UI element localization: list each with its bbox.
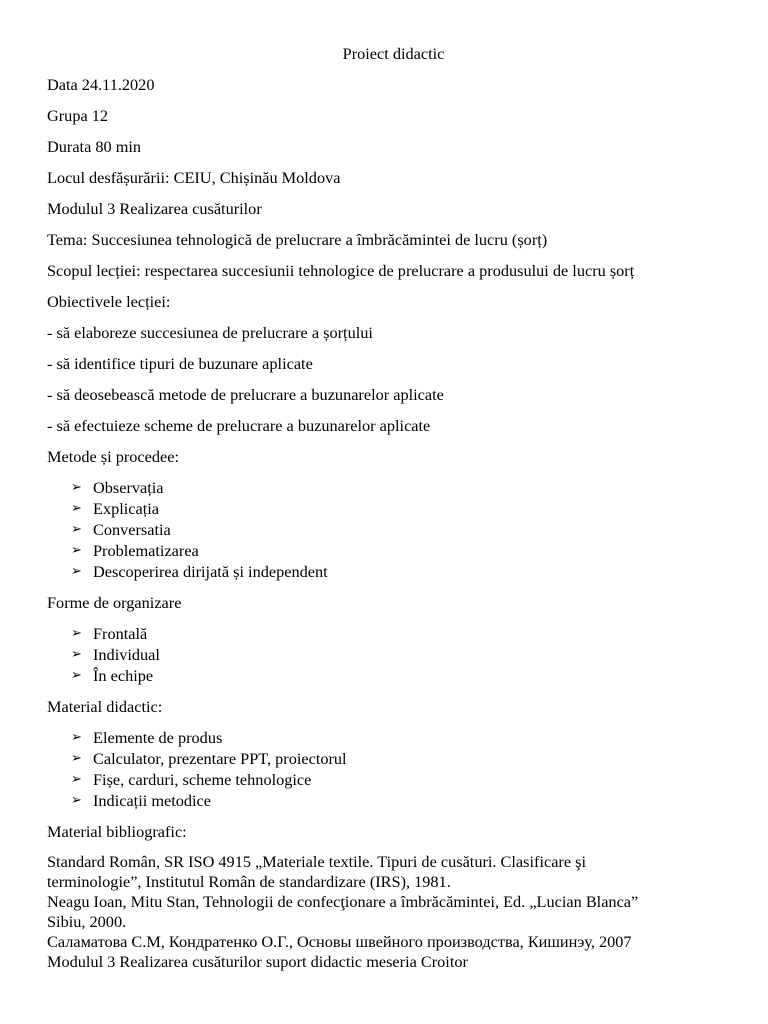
document-page	[47, 43, 727, 972]
bibliography-line: Sibiu, 2000.	[47, 912, 127, 931]
list-item-label: Problematizarea	[93, 541, 199, 560]
arrowhead-bullet-icon: ➢	[71, 626, 82, 641]
bibliography-block	[47, 852, 727, 972]
list-item	[47, 790, 727, 811]
bibliography-line: Neagu Ioan, Mitu Stan, Tehnologii de confecţionare a îmbrăcămintei, Ed. „Lucian Blanca”	[47, 892, 639, 911]
list-item	[47, 540, 727, 561]
list-item-label: Calculator, prezentare PPT, proiectorul	[93, 749, 347, 768]
arrowhead-bullet-icon: ➢	[71, 480, 82, 495]
arrowhead-bullet-icon: ➢	[71, 772, 82, 787]
list-item	[47, 623, 727, 644]
arrowhead-bullet-icon: ➢	[71, 751, 82, 766]
header-line: Durata 80 min	[47, 137, 142, 156]
list-item-label: Conversatia	[93, 520, 171, 539]
list-item-label: În echipe	[93, 666, 154, 685]
arrowhead-bullet-icon: ➢	[71, 668, 82, 683]
header-line: Tema: Succesiunea tehnologică de prelucrare a îmbrăcămintei de lucru (șorț)	[47, 230, 548, 249]
header-line: Grupa 12	[47, 106, 109, 125]
list-item-label: Frontală	[93, 624, 148, 643]
arrowhead-bullet-icon: ➢	[71, 730, 82, 745]
header-line: - să identifice tipuri de buzunare aplicate	[47, 354, 313, 373]
list-item	[47, 561, 727, 582]
header-line: Obiectivele lecției:	[47, 292, 171, 311]
arrowhead-bullet-icon: ➢	[71, 543, 82, 558]
list-item-label: Observația	[93, 478, 164, 497]
methods-heading: Metode și procedee:	[47, 447, 180, 466]
materials-heading: Material didactic:	[47, 697, 163, 716]
list-item	[47, 644, 727, 665]
list-item-label: Descoperirea dirijată și independent	[93, 562, 328, 581]
list-item-label: Individual	[93, 645, 160, 664]
arrowhead-bullet-icon: ➢	[71, 793, 82, 808]
header-line: Data 24.11.2020	[47, 75, 155, 94]
header-line: Modulul 3 Realizarea cusăturilor	[47, 199, 262, 218]
list-item-label: Explicația	[93, 499, 159, 518]
bibliography-line: Modulul 3 Realizarea cusăturilor suport didactic meseria Croitor	[47, 952, 468, 971]
bibliography-line: Standard Român, SR ISO 4915 „Materiale textile. Tipuri de cusături. Clasificare şi	[47, 852, 586, 871]
materials-list	[47, 727, 727, 811]
arrowhead-bullet-icon: ➢	[71, 647, 82, 662]
forms-heading: Forme de organizare	[47, 593, 182, 612]
bibliography-heading: Material bibliografic:	[47, 822, 187, 841]
bibliography-line: terminologie”, Institutul Român de standardizare (IRS), 1981.	[47, 872, 451, 891]
list-item	[47, 665, 727, 686]
header-block	[47, 74, 727, 436]
header-line: - să efectuieze scheme de prelucrare a buzunarelor aplicate	[47, 416, 431, 435]
header-line: - să elaboreze succesiunea de prelucrare a șorțului	[47, 323, 373, 342]
arrowhead-bullet-icon: ➢	[71, 522, 82, 537]
document-title: Proiect didactic	[342, 44, 445, 63]
list-item	[47, 498, 727, 519]
list-item	[47, 769, 727, 790]
list-item	[47, 519, 727, 540]
bibliography-line: Саламатова С.М, Кондратенко О.Г., Основы швейного производства, Кишинэу, 2007	[47, 932, 632, 951]
list-item-label: Elemente de produs	[93, 728, 223, 747]
list-item-label: Fișe, carduri, scheme tehnologice	[93, 770, 312, 789]
header-line: Locul desfășurării: CEIU, Chișinău Moldova	[47, 168, 341, 187]
arrowhead-bullet-icon: ➢	[71, 501, 82, 516]
header-line: - să deosebească metode de prelucrare a buzunarelor aplicate	[47, 385, 444, 404]
header-line: Scopul lecției: respectarea succesiunii tehnologice de prelucrare a produsului de lucru șorț	[47, 261, 635, 280]
forms-list	[47, 623, 727, 686]
list-item	[47, 727, 727, 748]
list-item-label: Indicații metodice	[93, 791, 211, 810]
methods-list	[47, 477, 727, 582]
arrowhead-bullet-icon: ➢	[71, 564, 82, 579]
list-item	[47, 748, 727, 769]
list-item	[47, 477, 727, 498]
